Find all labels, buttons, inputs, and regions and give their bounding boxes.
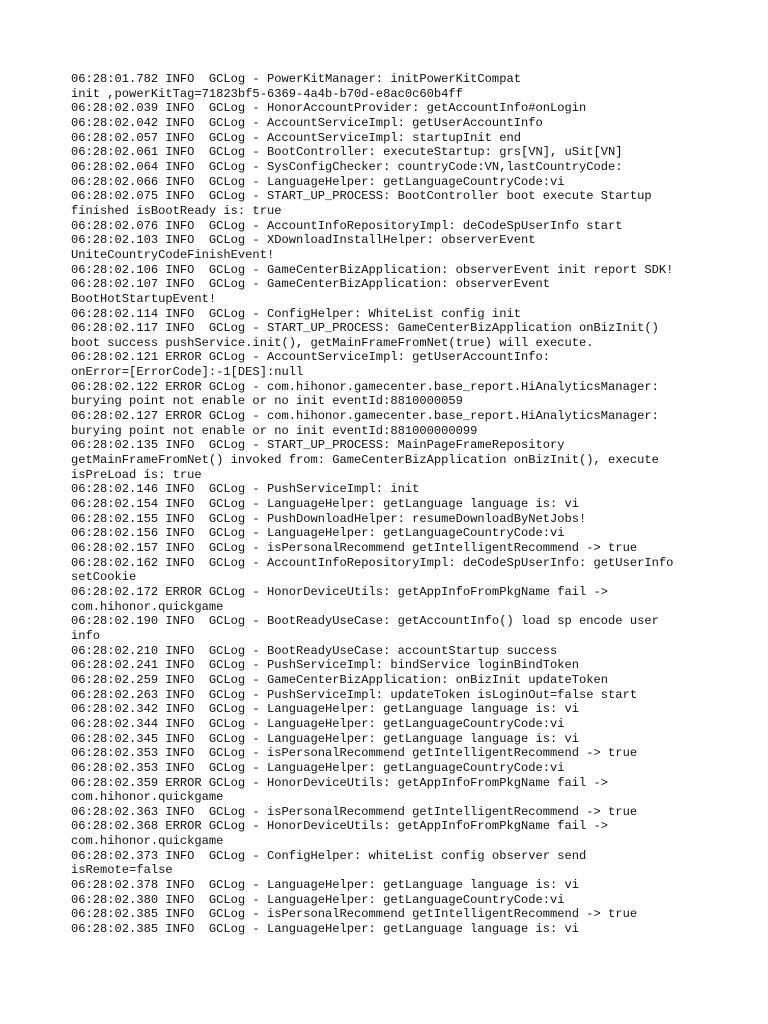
- log-line: 06:28:02.154 INFO GCLog - LanguageHelper: getLanguage language is: vi: [71, 497, 580, 512]
- log-line: 06:28:02.353 INFO GCLog - isPersonalRecommend getIntelligentRecommend -> true: [71, 746, 638, 761]
- log-line: isPreLoad is: true: [71, 467, 202, 482]
- log-line: init ,powerKitTag=71823bf5-6369-4a4b-b70d-e8ac0c60b4ff: [71, 86, 463, 101]
- log-line: 06:28:02.378 INFO GCLog - LanguageHelper: getLanguage language is: vi: [71, 878, 580, 893]
- log-line: getMainFrameFromNet() invoked from: GameCenterBizApplication onBizInit(), execute: [71, 453, 659, 468]
- log-line: 06:28:02.210 INFO GCLog - BootReadyUseCase: accountStartup success: [71, 643, 558, 658]
- log-line: 06:28:02.342 INFO GCLog - LanguageHelper: getLanguage language is: vi: [71, 702, 580, 717]
- log-line: 06:28:02.135 INFO GCLog - START_UP_PROCESS: MainPageFrameRepository: [71, 438, 565, 453]
- log-line: 06:28:02.127 ERROR GCLog - com.hihonor.gamecenter.base_report.HiAnalyticsManager:: [71, 409, 659, 424]
- log-line: setCookie: [71, 570, 137, 585]
- log-line: burying point not enable or no init eventId:8810000059: [71, 394, 463, 409]
- log-line: 06:28:02.380 INFO GCLog - LanguageHelper: getLanguageCountryCode:vi: [71, 892, 565, 907]
- log-line: 06:28:02.157 INFO GCLog - isPersonalRecommend getIntelligentRecommend -> true: [71, 541, 638, 555]
- log-line: isRemote=false: [71, 863, 173, 878]
- log-line: 06:28:02.259 INFO GCLog - GameCenterBizApplication: onBizInit updateToken: [71, 672, 609, 687]
- log-line: UniteCountryCodeFinishEvent!: [71, 247, 275, 262]
- log-line: 06:28:02.042 INFO GCLog - AccountServiceImpl: getUserAccountInfo: [71, 115, 543, 130]
- log-line: 06:28:02.359 ERROR GCLog - HonorDeviceUtils: getAppInfoFromPkgName fail ->: [71, 775, 609, 790]
- log-text: [71, 72, 751, 937]
- log-line: 06:28:02.241 INFO GCLog - PushServiceImpl: bindService loginBindToken: [71, 658, 580, 673]
- log-line: 06:28:02.344 INFO GCLog - LanguageHelper: getLanguageCountryCode:vi: [71, 716, 565, 731]
- log-line: 06:28:02.162 INFO GCLog - AccountInfoRepositoryImpl: deCodeSpUserInfo: getUserInfo: [71, 555, 674, 570]
- log-page: [71, 72, 751, 937]
- log-line: info: [71, 628, 101, 643]
- log-line: 06:28:02.061 INFO GCLog - BootController: executeStartup: grs[VN], uSit[VN]: [71, 145, 623, 160]
- log-line: 06:28:02.156 INFO GCLog - LanguageHelper: getLanguageCountryCode:vi: [71, 526, 565, 541]
- log-line: com.hihonor.quickgame: [71, 599, 224, 614]
- log-line: 06:28:02.103 INFO GCLog - XDownloadInstallHelper: observerEvent: [71, 233, 536, 248]
- log-line: 06:28:02.114 INFO GCLog - ConfigHelper: WhiteList config init: [71, 306, 521, 321]
- log-line: com.hihonor.quickgame: [71, 834, 224, 849]
- log-line: 06:28:02.263 INFO GCLog - PushServiceImpl: updateToken isLoginOut=false start: [71, 687, 638, 702]
- log-line: 06:28:02.363 INFO GCLog - isPersonalRecommend getIntelligentRecommend -> true: [71, 804, 638, 819]
- log-line: 06:28:02.373 INFO GCLog - ConfigHelper: whiteList config observer send: [71, 848, 587, 863]
- log-line: 06:28:02.064 INFO GCLog - SysConfigChecker: countryCode:VN,lastCountryCode:: [71, 159, 623, 174]
- log-line: 06:28:01.782 INFO GCLog - PowerKitManager: initPowerKitCompat: [71, 72, 521, 86]
- log-line: 06:28:02.385 INFO GCLog - isPersonalRecommend getIntelligentRecommend -> true: [71, 907, 638, 922]
- log-line: 06:28:02.117 INFO GCLog - START_UP_PROCESS: GameCenterBizApplication onBizInit(): [71, 321, 659, 336]
- log-line: finished isBootReady is: true: [71, 203, 282, 218]
- log-line: 06:28:02.106 INFO GCLog - GameCenterBizApplication: observerEvent init report SDK!: [71, 262, 674, 277]
- log-line: 06:28:02.107 INFO GCLog - GameCenterBizApplication: observerEvent: [71, 277, 550, 292]
- log-line: 06:28:02.345 INFO GCLog - LanguageHelper: getLanguage language is: vi: [71, 731, 580, 746]
- log-line: 06:28:02.190 INFO GCLog - BootReadyUseCase: getAccountInfo() load sp encode user: [71, 614, 659, 629]
- log-line: 06:28:02.353 INFO GCLog - LanguageHelper: getLanguageCountryCode:vi: [71, 760, 565, 775]
- log-line: 06:28:02.385 INFO GCLog - LanguageHelper: getLanguage language is: vi: [71, 922, 580, 937]
- log-line: 06:28:02.122 ERROR GCLog - com.hihonor.gamecenter.base_report.HiAnalyticsManager:: [71, 379, 659, 394]
- log-line: burying point not enable or no init eventId:881000000099: [71, 423, 478, 438]
- log-line: com.hihonor.quickgame: [71, 790, 224, 805]
- log-line: 06:28:02.075 INFO GCLog - START_UP_PROCESS: BootController boot execute Startup: [71, 189, 652, 204]
- log-line: 06:28:02.039 INFO GCLog - HonorAccountProvider: getAccountInfo#onLogin: [71, 101, 587, 116]
- log-line: onError=[ErrorCode]:-1[DES]:null: [71, 365, 304, 380]
- log-line: 06:28:02.057 INFO GCLog - AccountServiceImpl: startupInit end: [71, 130, 521, 145]
- log-line: BootHotStartupEvent!: [71, 291, 217, 306]
- log-line: 06:28:02.155 INFO GCLog - PushDownloadHelper: resumeDownloadByNetJobs!: [71, 511, 587, 526]
- log-line: boot success pushService.init(), getMainFrameFromNet(true) will execute.: [71, 335, 594, 350]
- log-line: 06:28:02.172 ERROR GCLog - HonorDeviceUtils: getAppInfoFromPkgName fail ->: [71, 584, 609, 599]
- log-line: 06:28:02.066 INFO GCLog - LanguageHelper: getLanguageCountryCode:vi: [71, 174, 565, 189]
- log-line: 06:28:02.146 INFO GCLog - PushServiceImpl: init: [71, 482, 420, 497]
- log-line: 06:28:02.368 ERROR GCLog - HonorDeviceUtils: getAppInfoFromPkgName fail ->: [71, 819, 609, 834]
- log-line: 06:28:02.076 INFO GCLog - AccountInfoRepositoryImpl: deCodeSpUserInfo start: [71, 218, 623, 233]
- log-line: 06:28:02.121 ERROR GCLog - AccountServiceImpl: getUserAccountInfo:: [71, 350, 550, 365]
